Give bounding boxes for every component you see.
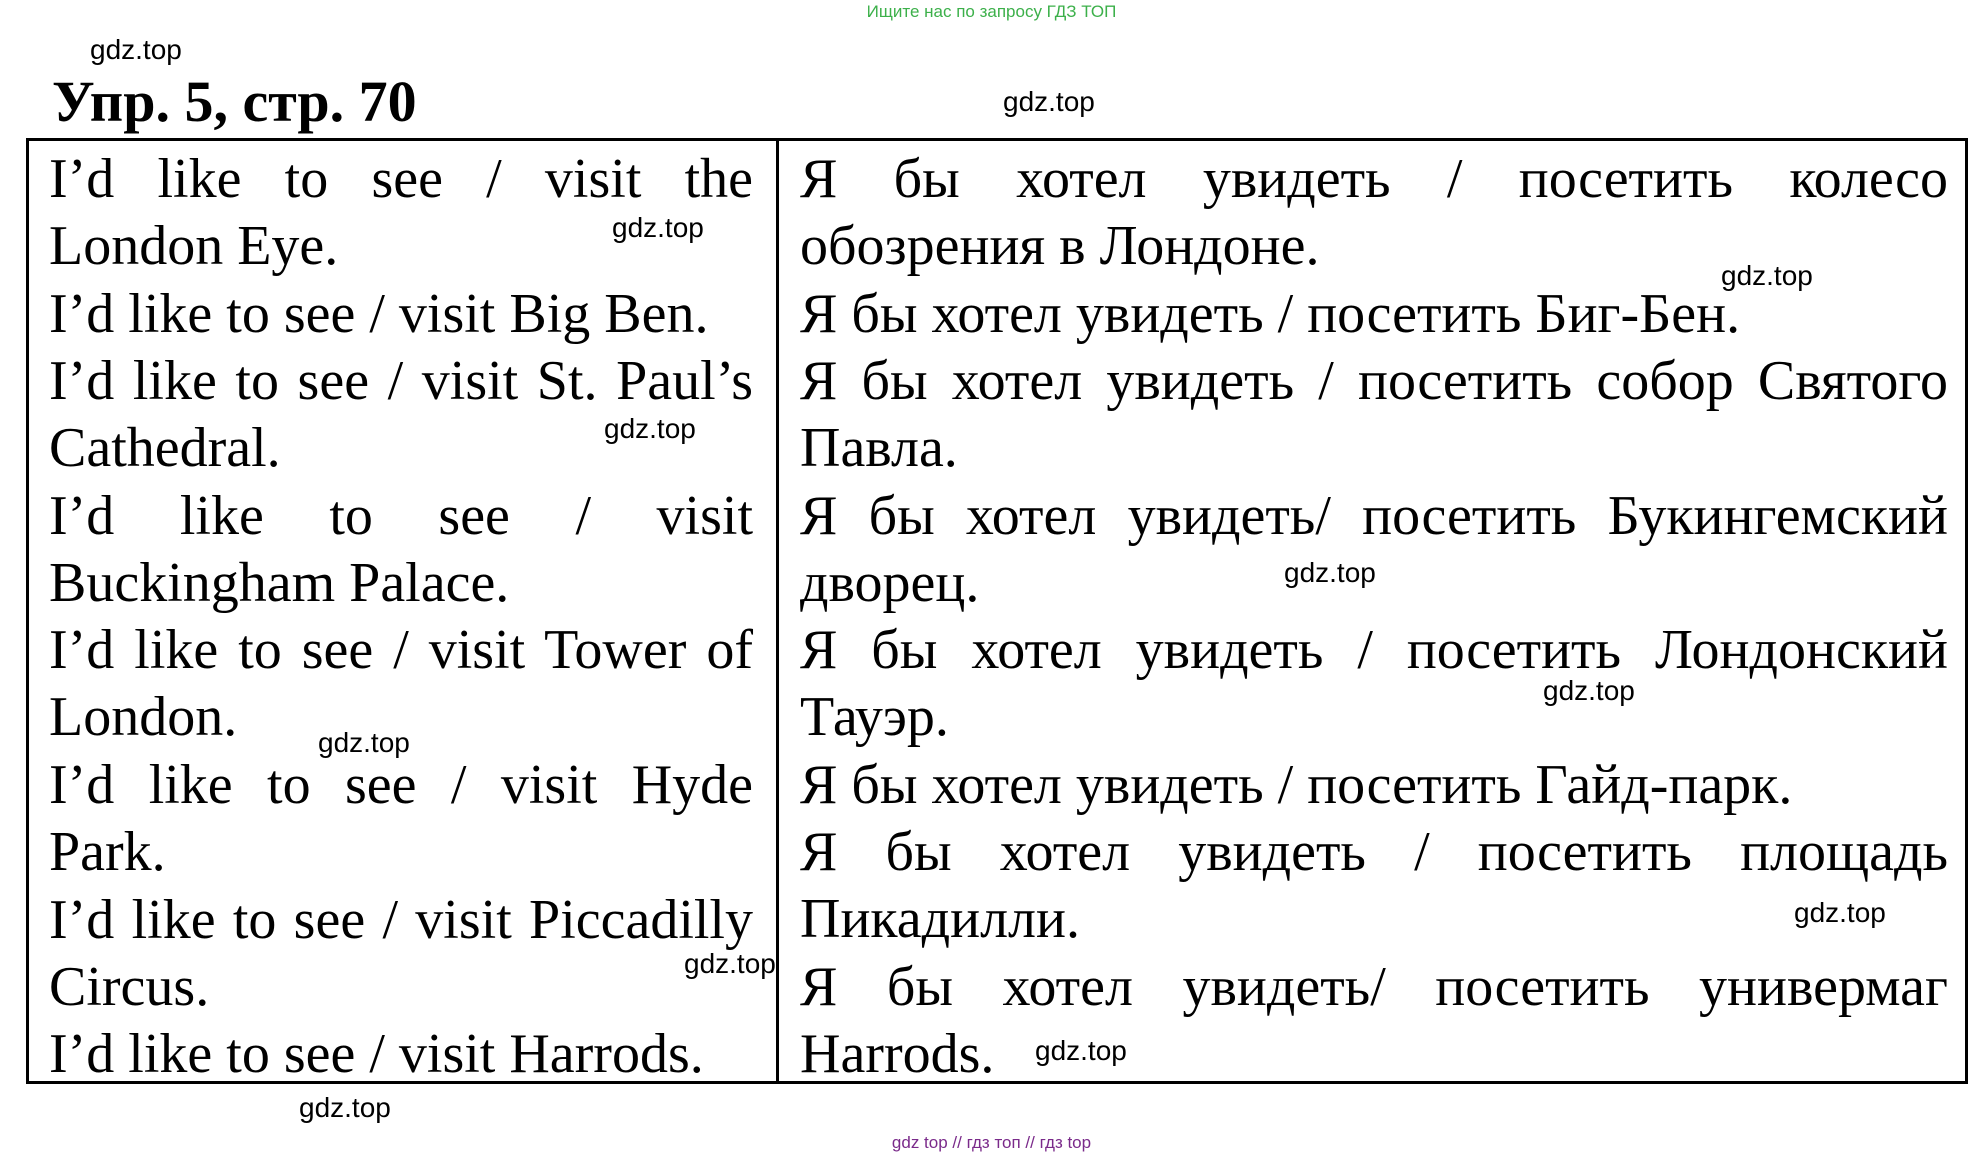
watermark: gdz.top [1284, 557, 1376, 588]
footer-links[interactable]: gdz top // гдз топ // гдз top [891, 1133, 1092, 1152]
watermark: gdz.top [612, 212, 704, 243]
english-sentence: I’d like to see / visit Hyde Park. [49, 754, 753, 883]
english-sentence: I’d like to see / visit Buckingham Palace. [49, 485, 753, 614]
watermark: gdz.top [1721, 260, 1813, 291]
russian-translation: Я бы хотел увидеть/ посетить Букингемский дворец. [800, 485, 1948, 614]
russian-translation: Я бы хотел увидеть/ посетить универмаг Harrods. [800, 956, 1948, 1085]
watermark: gdz.top [604, 413, 696, 444]
watermark: gdz.top [318, 727, 410, 758]
column-divider [776, 138, 779, 1084]
watermark: gdz.top [1543, 675, 1635, 706]
russian-translation: Я бы хотел увидеть / посетить собор Святого Павла. [800, 350, 1948, 479]
watermark: gdz.top [299, 1092, 391, 1123]
watermark: gdz.top [1003, 86, 1095, 117]
english-sentence: I’d like to see / visit St. Paul’s Cathedral. [49, 350, 753, 479]
english-sentence: I’d like to see / visit Piccadilly Circus. [49, 889, 753, 1018]
english-sentence: I’d like to see / visit Big Ben. [49, 283, 709, 345]
search-banner[interactable]: Ищите нас по запросу ГДЗ ТОП [866, 2, 1117, 21]
russian-translation: Я бы хотел увидеть / посетить колесо обозрения в Лондоне. [800, 148, 1948, 277]
russian-translation: Я бы хотел увидеть / посетить Биг-Бен. [800, 283, 1741, 345]
russian-translation: Я бы хотел увидеть / посетить площадь Пикадилли. [800, 821, 1948, 950]
english-sentence: I’d like to see / visit Harrods. [49, 1023, 704, 1085]
page-title: Упр. 5, стр. 70 [52, 69, 417, 134]
english-sentence: I’d like to see / visit the London Eye. [49, 148, 753, 277]
watermark: gdz.top [1035, 1035, 1127, 1066]
english-sentence: I’d like to see / visit Tower of London. [49, 619, 753, 748]
russian-translation: Я бы хотел увидеть / посетить Лондонский Тауэр. [800, 619, 1948, 748]
watermark: gdz.top [684, 948, 776, 979]
russian-translation: Я бы хотел увидеть / посетить Гайд-парк. [800, 754, 1793, 816]
watermark: gdz.top [90, 34, 182, 65]
watermark: gdz.top [1794, 897, 1886, 928]
